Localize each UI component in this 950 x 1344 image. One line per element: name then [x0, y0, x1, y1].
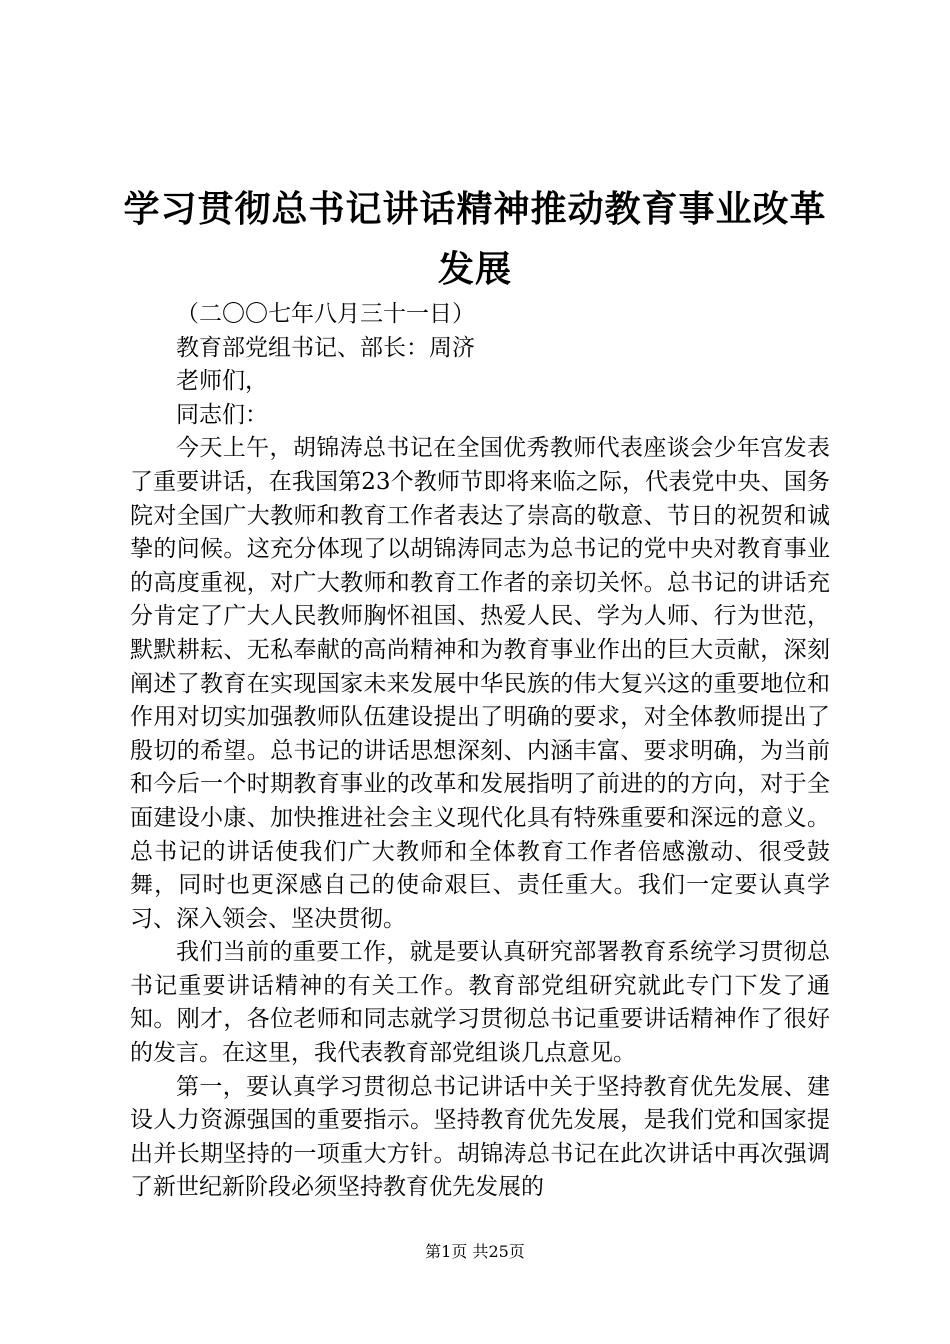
paragraph: 我们当前的重要工作，就是要认真研究部署教育系统学习贯彻总书记重要讲话精神的有关工作。教育部党组研究就此专门下发了通知。刚才，各位老师和同志就学习贯彻总书记重要讲话精神作了很好的发言。在这里，我代表教育部党组谈几点意见。: [130, 939, 830, 1067]
document-body: [130, 298, 830, 1205]
salutation-teachers: 老师们，: [176, 368, 268, 395]
paragraph: 第一，要认真学习贯彻总书记讲话中关于坚持教育优先发展、建设人力资源强国的重要指示。坚持教育优先发展，是我们党和国家提出并长期坚持的一项重大方针。胡锦涛总书记在此次讲话中再次强调了新世纪新阶段必须坚持教育优先发展的: [130, 1073, 830, 1201]
salutation-comrades: 同志们：: [176, 401, 268, 428]
date-line: （二〇〇七年八月三十一日）: [176, 301, 475, 327]
document-title: 学习贯彻总书记讲话精神推动教育事业改革发展: [123, 189, 827, 290]
author-line: 教育部党组书记、部长：周济: [176, 334, 475, 361]
page-footer: 第1页 共25页: [425, 1242, 525, 1261]
paragraph: 今天上午，胡锦涛总书记在全国优秀教师代表座谈会少年宫发表了重要讲话，在我国第23个教师节即将来临之际，代表党中央、国务院对全国广大教师和教育工作者表达了崇高的敬意、节日的祝贺和诚挚的问候。这充分体现了以胡锦涛同志为总书记的党中央对教育事业的高度重视，对广大教师和教育工作者的亲切关怀。总书记的讲话充分肯定了广大人民教师胸怀祖国、热爱人民、学为人师、行为世范，默默耕耘、无私奉献的高尚精神和为教育事业作出的巨大贡献，深刻阐述了教育在实现国家未来发展中华民族的伟大复兴这的重要地位和作用对切实加强教师队伍建设提出了明确的要求，对全体教师提出了殷切的希望。总书记的讲话思想深刻、内涵丰富、要求明确，为当前和今后一个时期教育事业的改革和发展指明了前进的的方向，对于全面建设小康、加快推进社会主义现代化具有特殊重要和深远的意义。总书记的讲话使我们广大教师和全体教育工作者倍感激动、很受鼓舞，同时也更深感自己的使命艰巨、责任重大。我们一定要认真学习、深入领会、坚决贯彻。: [130, 435, 830, 932]
